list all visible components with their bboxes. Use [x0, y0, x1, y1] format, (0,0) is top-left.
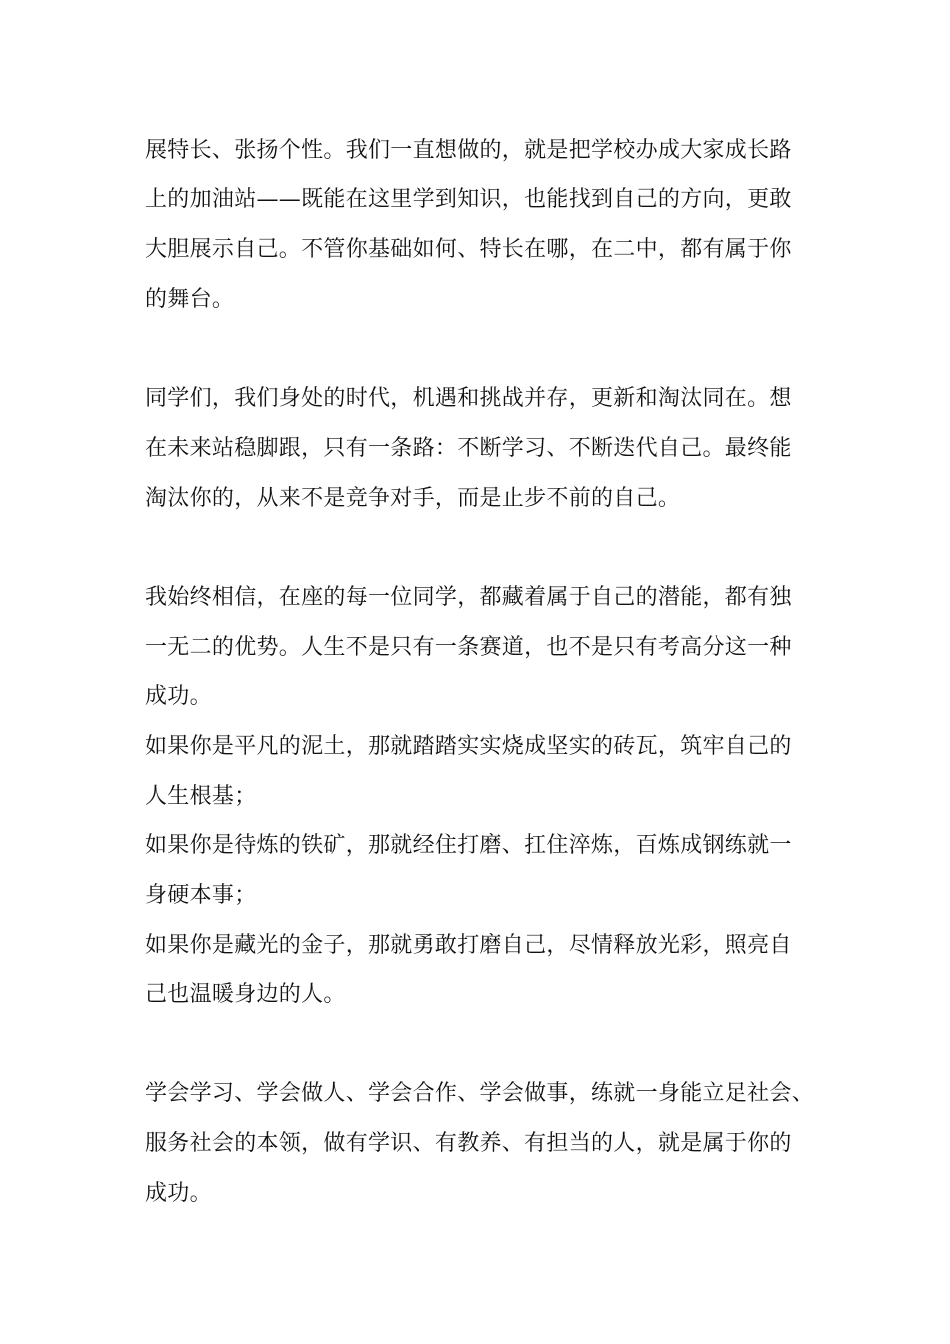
text-line: 成功。 [145, 1181, 212, 1206]
text-line: 的舞台。 [145, 287, 235, 312]
text-line: 上的加油站——既能在这里学到知识，也能找到自己的方向，更敢 [145, 187, 792, 212]
text-line: 人生根基； [145, 784, 257, 809]
text-line: 同学们，我们身处的时代，机遇和挑战并存，更新和淘汰同在。想 [145, 386, 792, 411]
text-line: 在未来站稳脚跟，只有一条路：不断学习、不断迭代自己。最终能 [145, 436, 792, 461]
text-line: 身硬本事； [145, 883, 257, 908]
text-line: 我始终相信，在座的每一位同学，都藏着属于自己的潜能，都有独 [145, 585, 792, 610]
text-line: 成功。 [145, 684, 212, 709]
text-line: 如果你是待炼的铁矿，那就经住打磨、扛住淬炼，百炼成钢练就一 [145, 833, 792, 858]
text-line: 淘汰你的，从来不是竞争对手，而是止步不前的自己。 [145, 486, 681, 511]
text-line: 展特长、张扬个性。我们一直想做的，就是把学校办成大家成长路 [145, 138, 792, 163]
text-line: 一无二的优势。人生不是只有一条赛道，也不是只有考高分这一种 [145, 635, 792, 660]
text-line: 学会学习、学会做人、学会合作、学会做事，练就一身能立足社会、 [145, 1081, 815, 1106]
text-line: 如果你是藏光的金子，那就勇敢打磨自己，尽情释放光彩，照亮自 [145, 933, 792, 958]
text-line: 如果你是平凡的泥土，那就踏踏实实烧成坚实的砖瓦，筑牢自己的 [145, 734, 792, 759]
text-line: 己也温暖身边的人。 [145, 982, 346, 1007]
text-line: 服务社会的本领，做有学识、有教养、有担当的人，就是属于你的 [145, 1131, 792, 1156]
text-line: 大胆展示自己。不管你基础如何、特长在哪，在二中，都有属于你 [145, 237, 792, 262]
